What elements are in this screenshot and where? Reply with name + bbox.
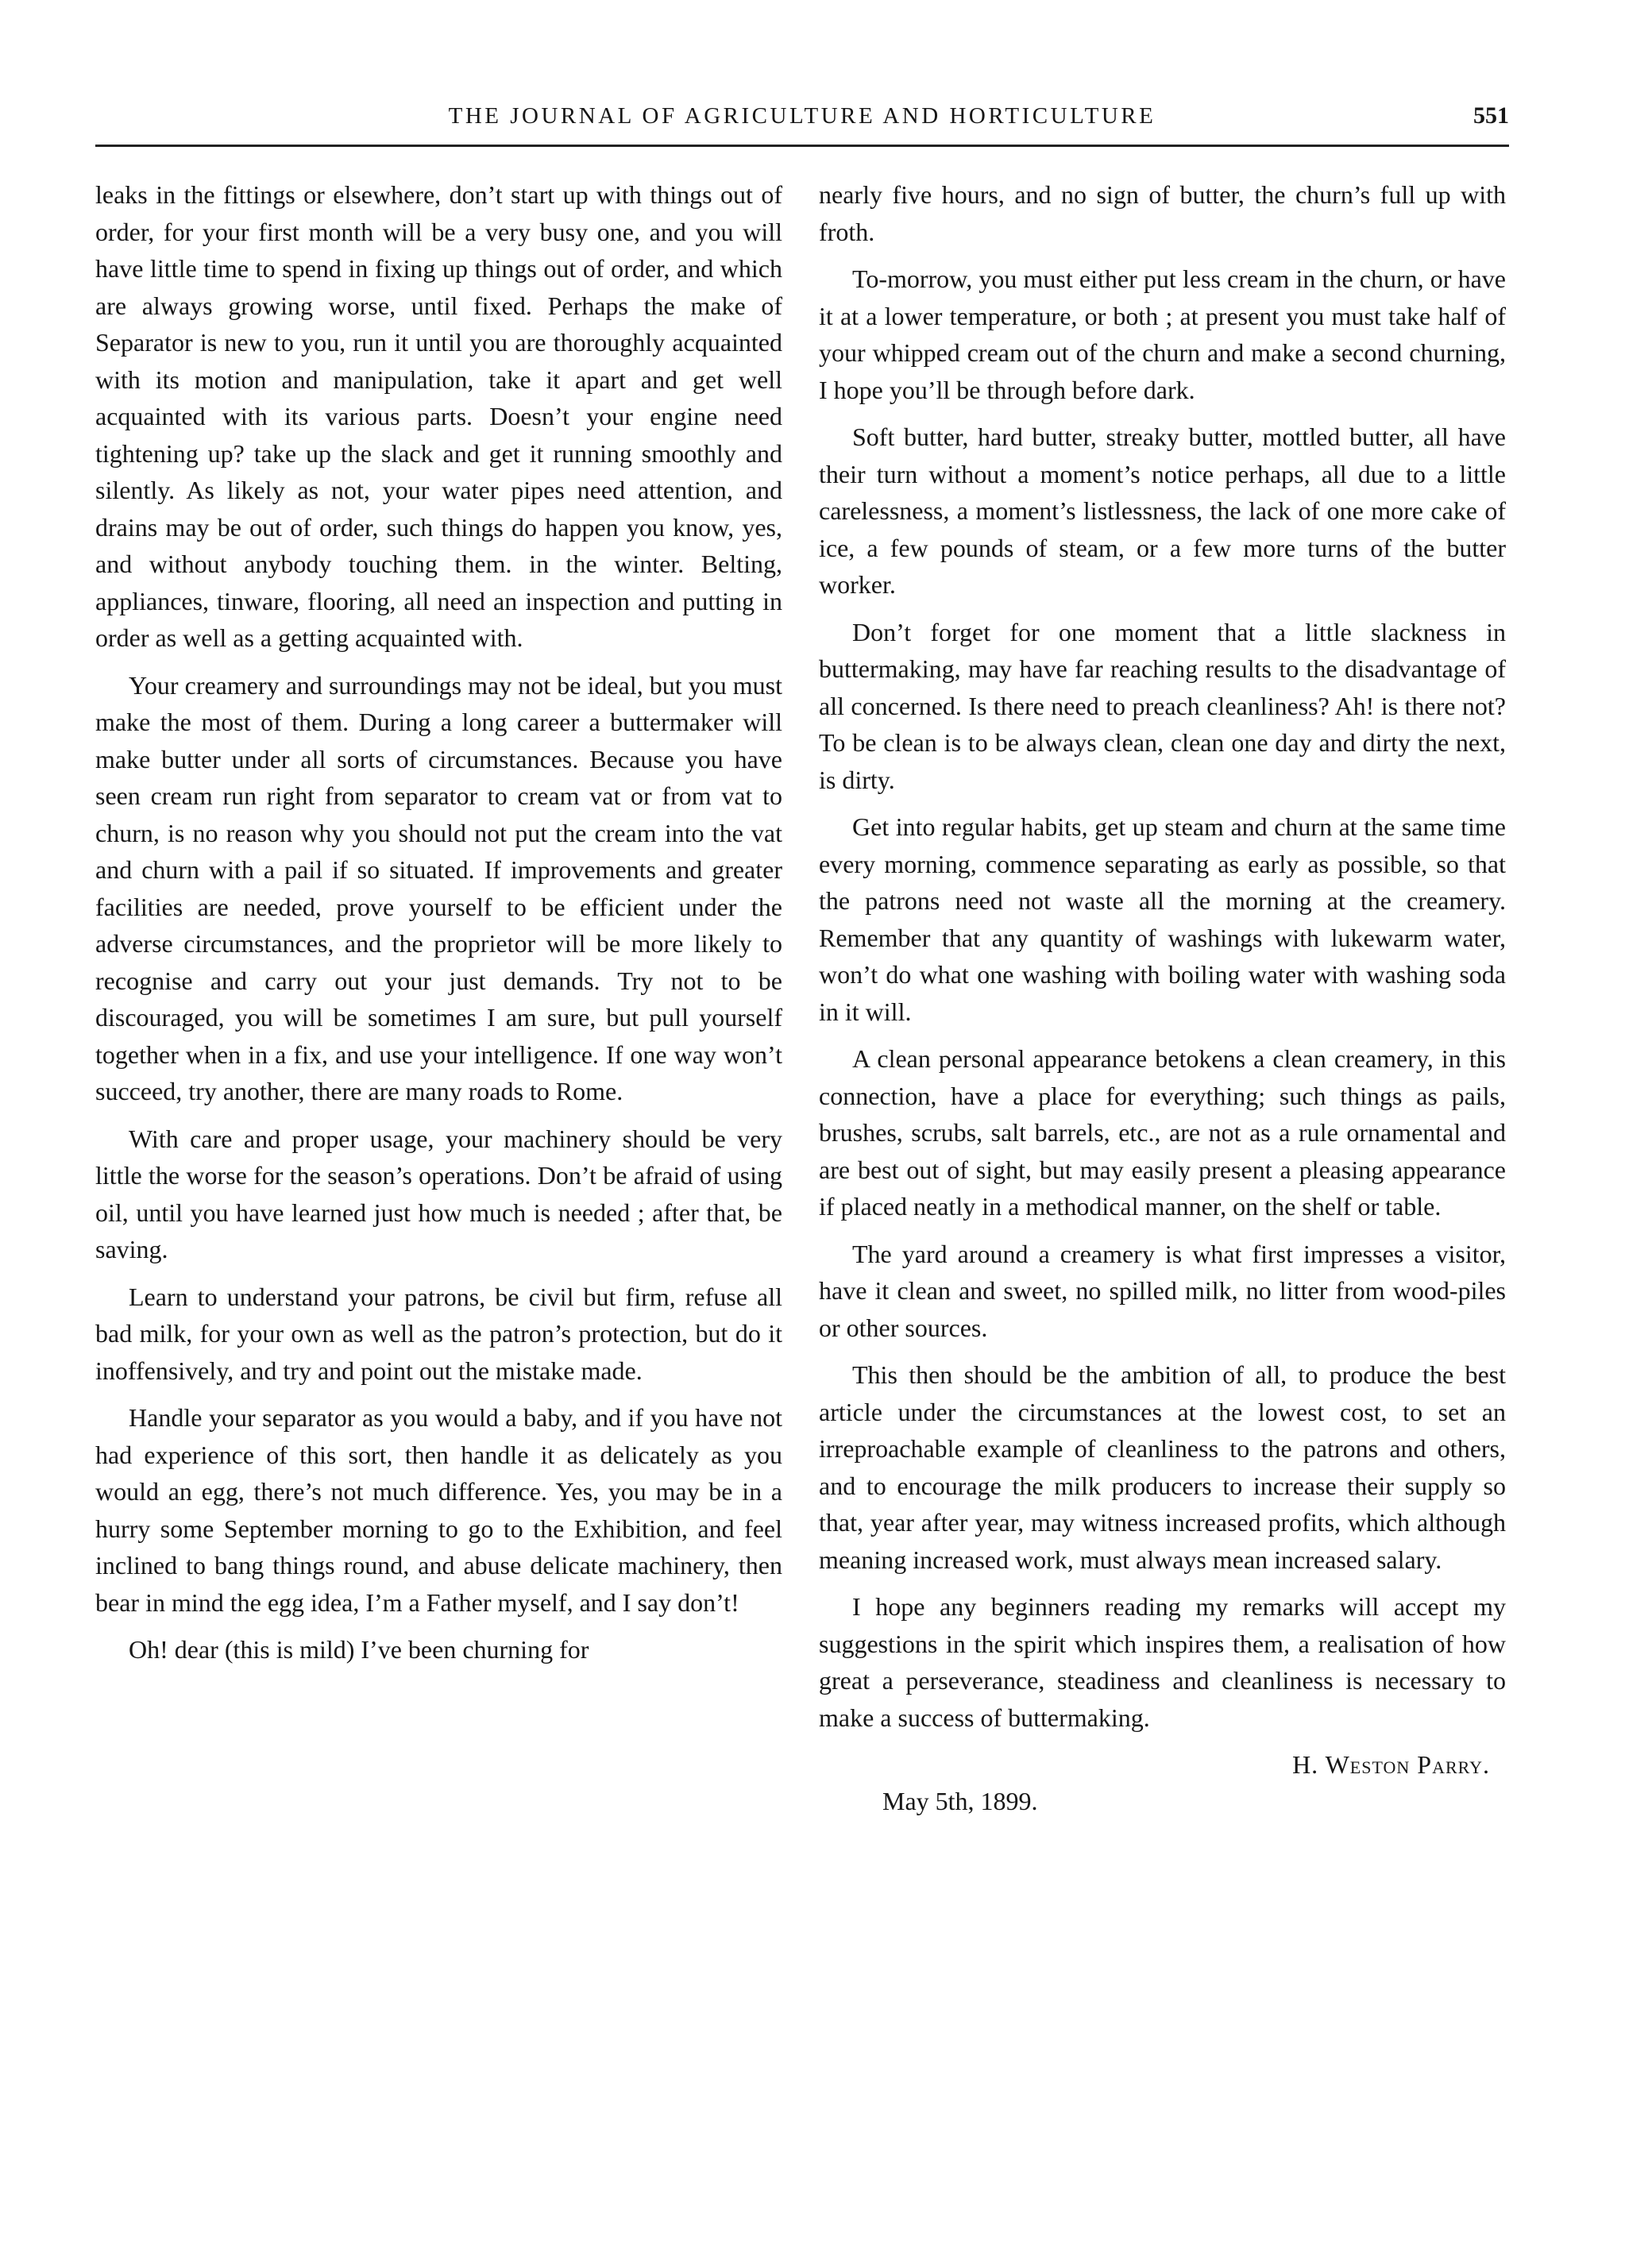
left-column xyxy=(95,176,782,1679)
author-signature: H. Weston Parry. xyxy=(1292,1750,1490,1779)
article-paragraph: Handle your separator as you would a baby, and if you have not had experience of this sort, then handle it as delicately as you would an egg, there’s not much difference. Yes, you may be in a hurry some September morning to go to the Exhibition, and feel inclined to bang things round, and abuse delicate machinery, then bear in mind the egg idea, I’m a Father myself, and I say don’t! xyxy=(95,1403,782,1617)
article-paragraph: Soft butter, hard butter, streaky butter, mottled butter, all have their turn without a moment’s notice perhaps, all due to a little carelessness, a moment’s listlessness, the lack of one more cake of ice, a few pounds of steam, or a few more turns of the butter worker. xyxy=(819,422,1506,599)
article-paragraph: Your creamery and surroundings may not be ideal, but you must make the most of them. During a long career a buttermaker will make butter under all sorts of circumstances. Because you have seen cream run right from separator to cream vat or from vat to churn, is no reason why you should not put the cream into the vat and churn with a pail if so situated. If improvements and greater facilities are needed, prove yourself to be efficient under the adverse circumstances, and the proprietor will be more likely to recognise and carry out your just demands. Try not to be discouraged, you will be sometimes I am sure, but pull yourself together when in a fix, and use your intelligence. If one way won’t succeed, try another, there are many roads to Rome. xyxy=(95,670,782,1105)
article-paragraph: To-morrow, you must either put less cream in the churn, or have it at a lower temperature, or both ; at present you must take half of your whipped cream out of the churn and make a second churning, I hope you’ll be through before dark. xyxy=(819,264,1506,404)
article-paragraph: With care and proper usage, your machinery should be very little the worse for the season’s operations. Don’t be afraid of using oil, until you have learned just how much is needed ; after that, be saving. xyxy=(95,1124,782,1263)
right-column xyxy=(819,176,1506,1819)
article-paragraph: Don’t forget for one moment that a little slackness in buttermaking, may have far reaching results to the disadvantage of all concerned. Is there need to preach cleanliness? Ah! is there not? To be clean is to be always clean, clean one day and dirty the next, is dirty. xyxy=(819,617,1506,794)
article-paragraph: Oh! dear (this is mild) I’ve been churning for xyxy=(129,1635,589,1664)
article-paragraph: This then should be the ambition of all, to produce the best article under the circumstances at the lowest cost, to set an irreproachable example of cleanliness to the patrons and others, and to encourage the milk producers to increase their supply so that, year after year, may witness increased profits, which although meaning increased work, must always mean increased salary. xyxy=(819,1360,1506,1574)
article-date: May 5th, 1899. xyxy=(882,1787,1038,1815)
article-paragraph: Get into regular habits, get up steam and churn at the same time every morning, commence separating as early as possible, so that the patrons need not waste all the morning at the creamery. Remember that any quantity of washings with lukewarm water, won’t do what one washing with boiling water with washing soda in it will. xyxy=(819,812,1506,1026)
article-paragraph: The yard around a creamery is what first impresses a visitor, have it clean and sweet, no spilled milk, no litter from wood-piles or other sources. xyxy=(819,1239,1506,1342)
article-paragraph: leaks in the fittings or elsewhere, don’t start up with things out of order, for your first month will be a very busy one, and you will have little time to spend in fixing up things out of order, and which are always growing worse, until fixed. Perhaps the make of Separator is new to you, run it until you are thoroughly acquainted with its motion and manipulation, take it apart and get well acquainted with its various parts. Doesn’t your engine need tightening up? take up the slack and get it running smoothly and silently. As likely as not, your water pipes need attention, and drains may be out of order, such things do happen you know, yes, and without anybody touching them. in the winter. Belting, appliances, tinware, flooring, all need an inspection and putting in order as well as a getting acquainted with. xyxy=(95,180,782,652)
article-paragraph: Learn to understand your patrons, be civil but firm, refuse all bad milk, for your own as well as the patron’s protection, but do it inoffensively, and try and point out the mistake made. xyxy=(95,1282,782,1385)
header-rule xyxy=(95,145,1509,147)
page-number: 551 xyxy=(1473,102,1509,129)
article-paragraph: nearly five hours, and no sign of butter, the churn’s full up with froth. xyxy=(819,180,1506,246)
journal-title: THE JOURNAL OF AGRICULTURE AND HORTICULTURE xyxy=(448,103,1156,129)
article-paragraph: A clean personal appearance betokens a clean creamery, in this connection, have a place for everything; such things as pails, brushes, scrubs, salt barrels, etc., are not as a rule ornamental and are best out of sight, but may easily present a pleasing appearance if placed neatly in a methodical manner, on the shelf or table. xyxy=(819,1044,1506,1221)
article-paragraph: I hope any beginners reading my remarks will accept my suggestions in the spirit which inspires them, a realisation of how great a perseverance, steadiness and cleanliness is necessary to make a success of buttermaking. xyxy=(819,1592,1506,1732)
running-head xyxy=(95,100,1509,135)
